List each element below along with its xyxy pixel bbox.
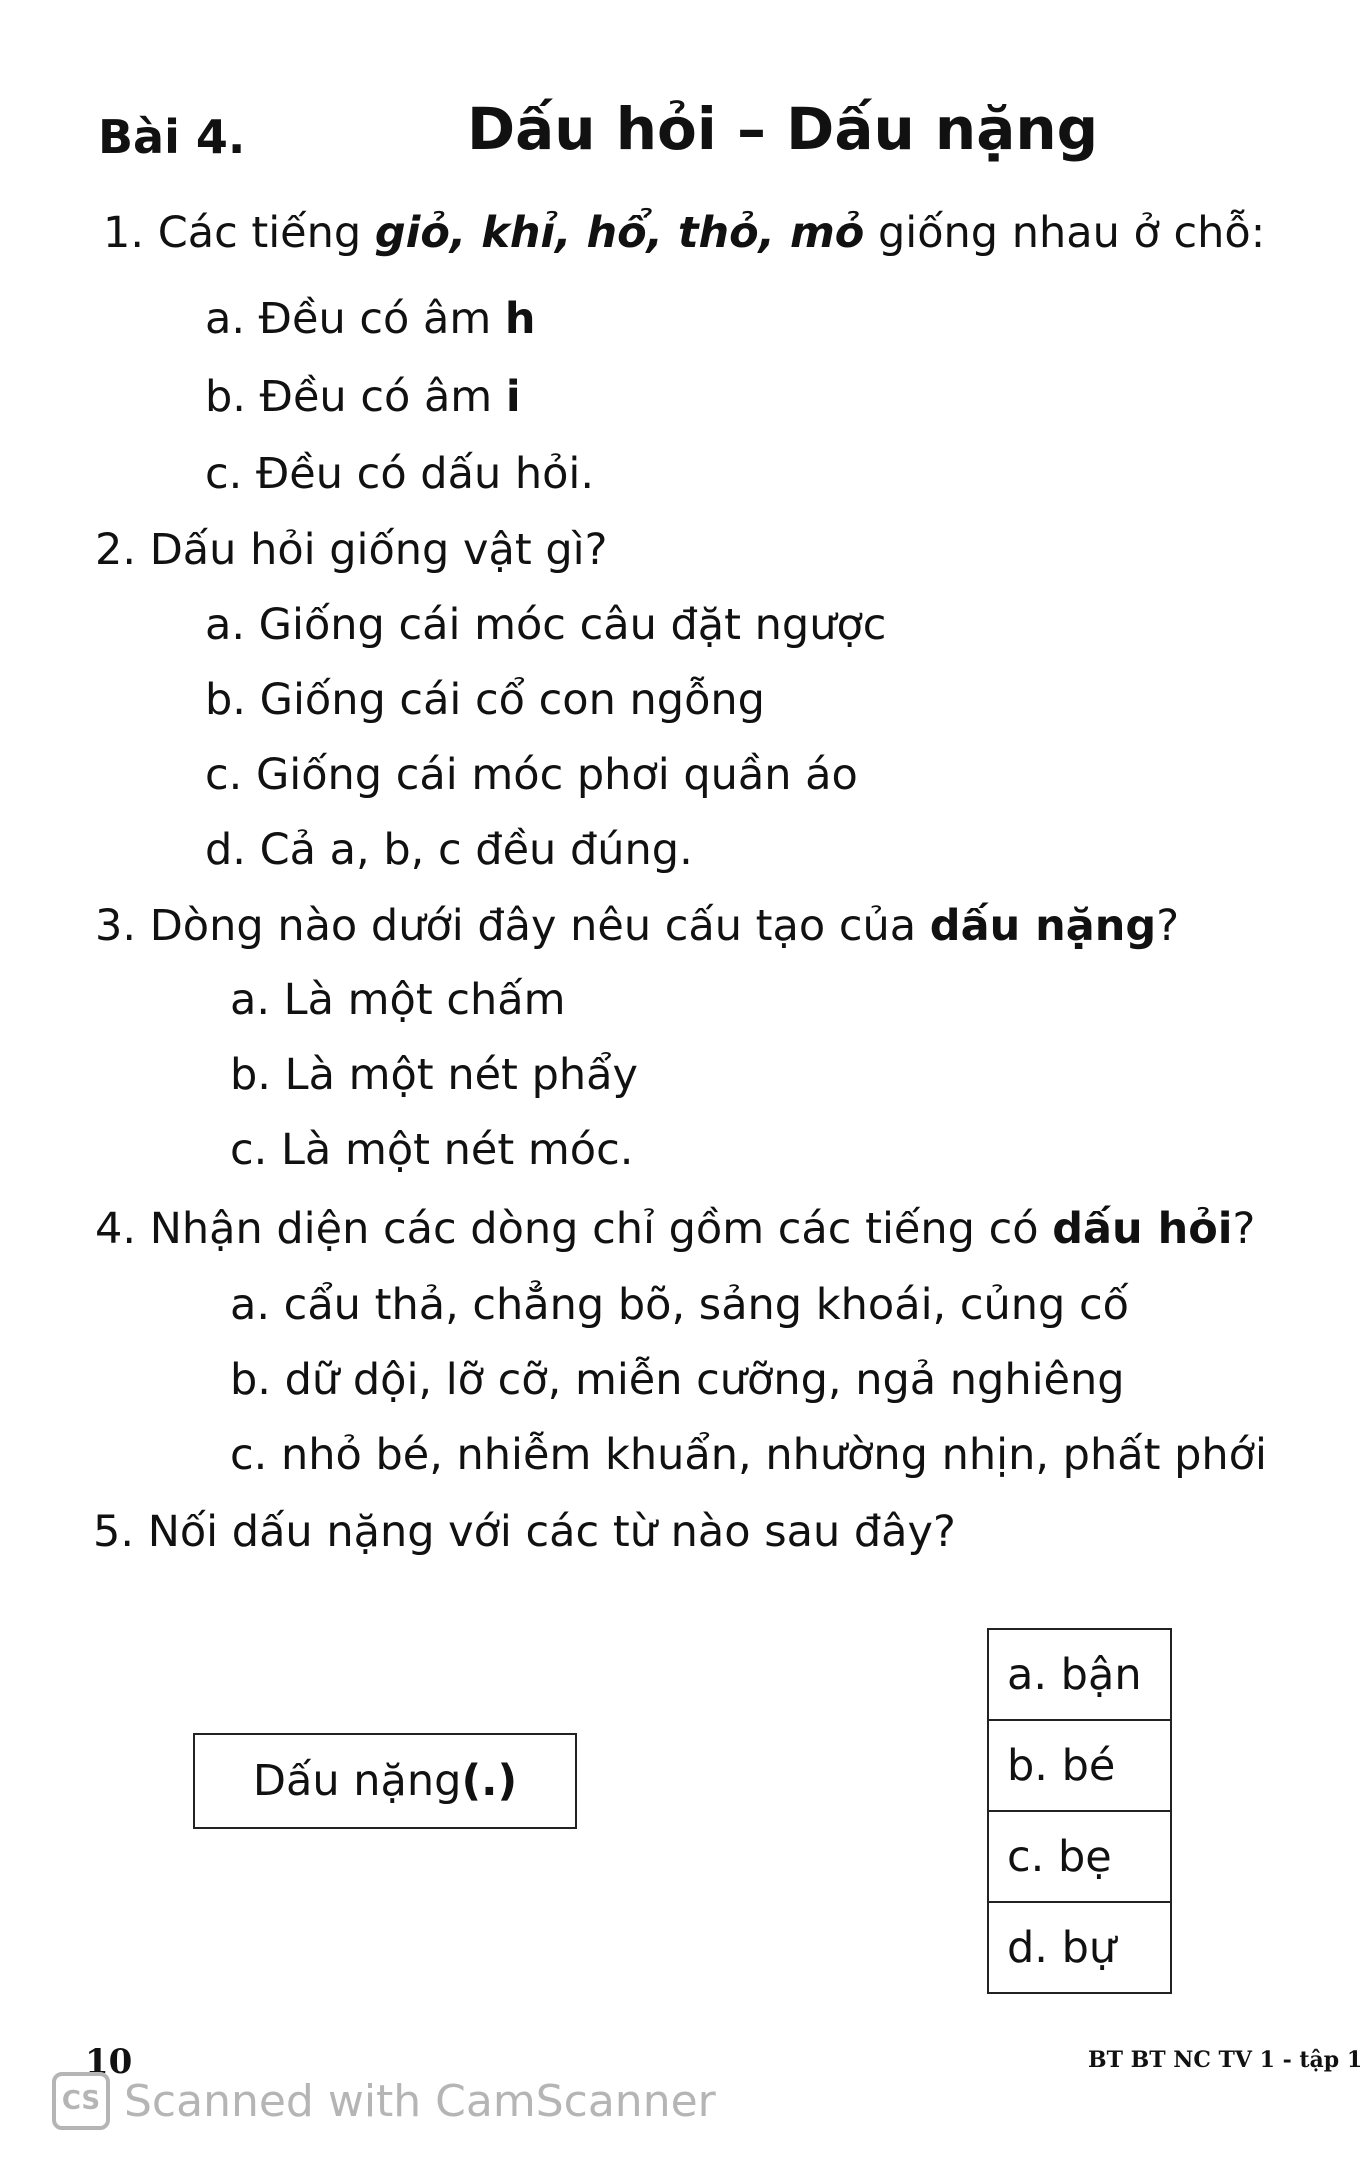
matching-source-box[interactable] <box>193 1733 577 1829</box>
option-bold: i <box>505 372 521 422</box>
question-4-option-a: a. cẩu thả, chẳng bõ, sảng khoái, củng cố <box>230 1280 1129 1330</box>
question-4 <box>95 1204 1255 1254</box>
question-2-option-c: c. Giống cái móc phơi quần áo <box>205 750 858 800</box>
question-4-bold: dấu hỏi <box>1052 1204 1233 1254</box>
question-2-option-a: a. Giống cái móc câu đặt ngược <box>205 600 887 650</box>
question-1 <box>103 208 1265 258</box>
question-3-option-c: c. Là một nét móc. <box>230 1125 634 1175</box>
matching-option-d[interactable]: d. bự <box>988 1902 1171 1993</box>
option-text: a. Đều có âm <box>205 294 505 344</box>
lesson-number: Bài 4. <box>98 110 246 164</box>
question-1-option-a <box>205 294 536 344</box>
question-2: 2. Dấu hỏi giống vật gì? <box>95 525 608 575</box>
question-3-tail: ? <box>1156 901 1180 951</box>
page-number: 10 <box>85 2042 133 2082</box>
book-reference: BT BT NC TV 1 - tập 1 <box>1088 2047 1362 2073</box>
matching-option-a[interactable]: a. bận <box>988 1629 1171 1720</box>
question-1-lead: 1. Các tiếng <box>103 208 375 258</box>
question-4-tail: ? <box>1232 1204 1256 1254</box>
matching-source-text: Dấu nặng <box>252 1756 462 1806</box>
option-bold: h <box>504 294 536 344</box>
question-4-option-c: c. nhỏ bé, nhiễm khuẩn, nhường nhịn, phất phới <box>230 1430 1267 1480</box>
question-3-option-a: a. Là một chấm <box>230 975 566 1025</box>
scanner-watermark <box>52 2072 716 2130</box>
question-4-option-b: b. dữ dội, lỡ cỡ, miễn cưỡng, ngả nghiêng <box>230 1355 1125 1405</box>
option-text: b. Đều có âm <box>205 372 506 422</box>
camscanner-logo-icon: CS <box>52 2072 110 2130</box>
watermark-text: Scanned with CamScanner <box>124 2075 716 2127</box>
question-1-words: giỏ, khỉ, hổ, thỏ, mỏ <box>374 208 865 258</box>
question-5: 5. Nối dấu nặng với các từ nào sau đây? <box>93 1507 956 1557</box>
question-3-bold: dấu nặng <box>929 901 1157 951</box>
question-3-option-b: b. Là một nét phẩy <box>230 1050 638 1100</box>
question-1-tail: giống nhau ở chỗ: <box>864 208 1266 258</box>
matching-option-b[interactable]: b. bé <box>988 1720 1171 1811</box>
question-2-option-d: d. Cả a, b, c đều đúng. <box>205 825 693 875</box>
page-title: Dấu hỏi – Dấu nặng <box>467 95 1099 163</box>
matching-options-table <box>987 1628 1172 1994</box>
question-4-lead: 4. Nhận diện các dòng chỉ gồm các tiếng có <box>95 1204 1053 1254</box>
matching-option-c[interactable]: c. bẹ <box>988 1811 1171 1902</box>
question-3 <box>95 901 1179 951</box>
question-3-lead: 3. Dòng nào dưới đây nêu cấu tạo của <box>95 901 930 951</box>
matching-source-symbol: (.) <box>461 1756 518 1806</box>
question-2-option-b: b. Giống cái cổ con ngỗng <box>205 675 765 725</box>
question-1-option-c: c. Đều có dấu hỏi. <box>205 449 595 499</box>
question-1-option-b <box>205 372 521 422</box>
